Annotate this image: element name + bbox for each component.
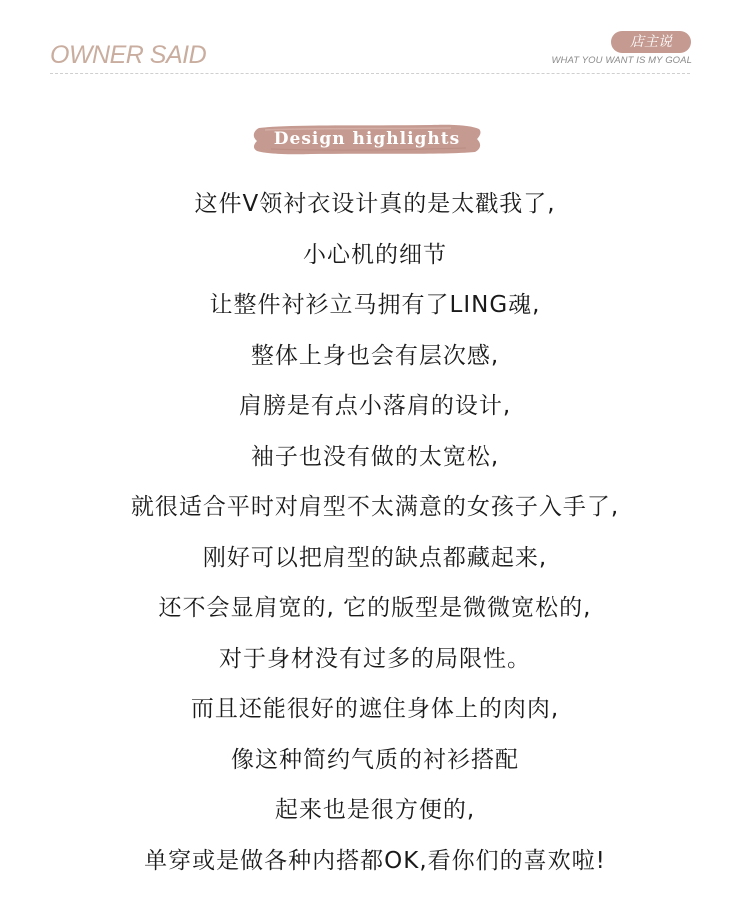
owner-said-title: OWNER SAID — [50, 41, 207, 69]
description-text — [0, 179, 750, 886]
text-line: 就很适合平时对肩型不太满意的女孩子入手了, — [130, 494, 620, 520]
text-line: 对于身材没有过多的局限性。 — [219, 645, 531, 672]
section-label: Design highlights — [273, 129, 461, 149]
text-line: 像这种简约气质的衬衫搭配 — [231, 746, 519, 773]
text-line: 单穿或是做各种内搭都OK,看你们的喜欢啦! — [144, 847, 606, 874]
shop-owner-badge: 店主说 — [611, 31, 691, 53]
text-line: 刚好可以把肩型的缺点都藏起来, — [202, 544, 548, 571]
text-line: 肩膀是有点小落肩的设计, — [238, 393, 512, 419]
page-header — [0, 0, 750, 80]
text-line: 起来也是很方便的, — [274, 797, 476, 823]
text-line: 这件V领衬衣设计真的是太戳我了, — [194, 191, 556, 217]
tagline: WHAT YOU WANT IS MY GOAL — [551, 55, 692, 66]
text-line: 袖子也没有做的太宽松, — [250, 443, 500, 470]
text-line: 小心机的细节 — [303, 241, 447, 268]
text-line: 而且还能很好的遮住身体上的肉肉, — [190, 696, 560, 722]
text-line: 整体上身也会有层次感, — [250, 342, 500, 369]
text-line: 还不会显肩宽的, 它的版型是微微宽松的, — [158, 595, 592, 621]
dashed-divider — [50, 73, 690, 74]
design-highlights-banner — [251, 122, 483, 156]
text-line: 让整件衬衫立马拥有了LING魂, — [209, 292, 541, 318]
